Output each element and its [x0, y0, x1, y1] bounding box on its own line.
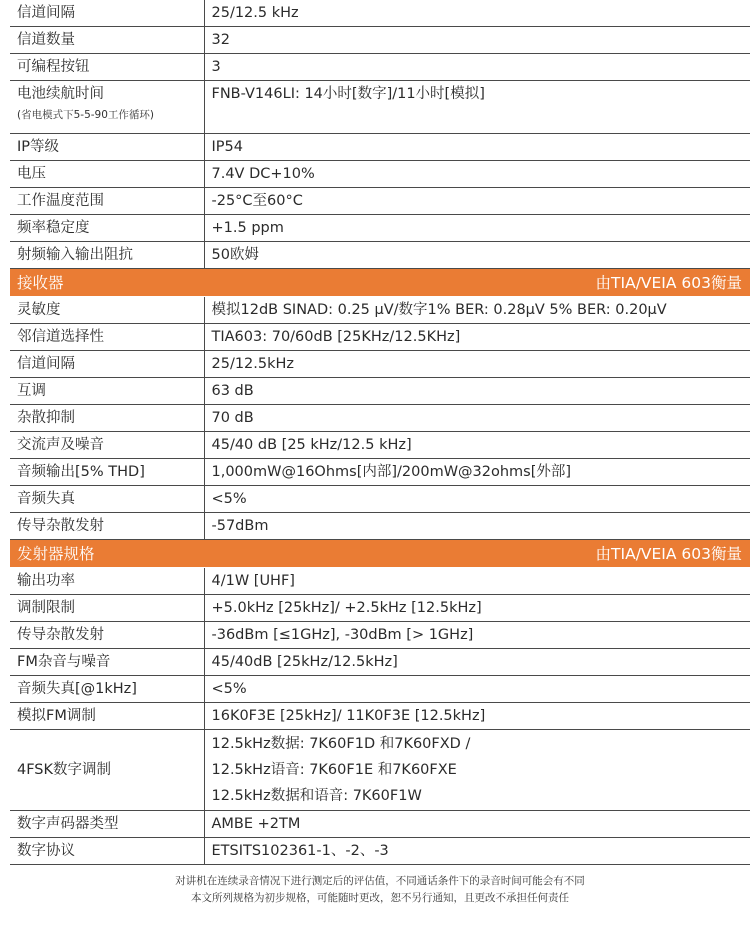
spec-value: 1,000mW@16Ohms[内部]/200mW@32ohms[外部]: [204, 459, 750, 486]
spec-row: [10, 0, 750, 27]
spec-row: [10, 378, 750, 405]
spec-label: 音频输出[5% THD]: [10, 459, 204, 486]
spec-value: 4/1W [UHF]: [204, 568, 750, 595]
spec-value: 25/12.5 kHz: [204, 0, 750, 27]
spec-value: TIA603: 70/60dB [25KHz/12.5KHz]: [204, 324, 750, 351]
transmitter-section-header: [10, 540, 750, 568]
spec-value: AMBE +2TM: [204, 811, 750, 838]
spec-row: [10, 134, 750, 161]
spec-label: 调制限制: [10, 595, 204, 622]
spec-label: 频率稳定度: [10, 215, 204, 242]
spec-value: ETSITS102361-1、-2、-3: [204, 838, 750, 865]
spec-value: IP54: [204, 134, 750, 161]
spec-label: IP等级: [10, 134, 204, 161]
spec-value: FNB-V146LI: 14小时[数字]/11小时[模拟]: [204, 81, 750, 134]
spec-row: [10, 459, 750, 486]
spec-value: 7.4V DC+10%: [204, 161, 750, 188]
fsk-line: 12.5kHz语音: 7K60F1E 和7K60FXE: [211, 762, 457, 778]
spec-label: 信道间隔: [10, 0, 204, 27]
spec-value: 70 dB: [204, 405, 750, 432]
spec-row: [10, 27, 750, 54]
spec-value: +1.5 ppm: [204, 215, 750, 242]
section-title: 发射器规格: [17, 544, 95, 563]
spec-label: 可编程按钮: [10, 54, 204, 81]
spec-label: FM杂音与噪音: [10, 649, 204, 676]
spec-sheet: [10, 0, 750, 907]
spec-row: [10, 568, 750, 595]
spec-value-multiline: [204, 730, 750, 811]
spec-value: +5.0kHz [25kHz]/ +2.5kHz [12.5kHz]: [204, 595, 750, 622]
spec-row: [10, 324, 750, 351]
spec-label: 数字声码器类型: [10, 811, 204, 838]
spec-value: -57dBm: [204, 513, 750, 540]
section-standard: 由TIA/VEIA 603衡量: [595, 544, 742, 563]
spec-label: 交流声及噪音: [10, 432, 204, 459]
spec-label: 输出功率: [10, 568, 204, 595]
spec-value: <5%: [204, 676, 750, 703]
spec-row: [10, 622, 750, 649]
spec-label: 互调: [10, 378, 204, 405]
spec-label: 电池续航时间: [17, 86, 104, 102]
section-title: 接收器: [17, 273, 64, 292]
spec-value: 50欧姆: [204, 242, 750, 269]
spec-label: 杂散抑制: [10, 405, 204, 432]
spec-row: [10, 405, 750, 432]
spec-row-4fsk: [10, 730, 750, 811]
spec-label: 4FSK数字调制: [10, 730, 204, 811]
spec-row: [10, 161, 750, 188]
spec-row: [10, 297, 750, 324]
spec-row: [10, 676, 750, 703]
spec-value: 45/40dB [25kHz/12.5kHz]: [204, 649, 750, 676]
spec-value: 16K0F3E [25kHz]/ 11K0F3E [12.5kHz]: [204, 703, 750, 730]
spec-value: 63 dB: [204, 378, 750, 405]
spec-label: 数字协议: [10, 838, 204, 865]
spec-row: [10, 188, 750, 215]
spec-label: 传导杂散发射: [10, 513, 204, 540]
spec-label: 射频输入输出阻抗: [10, 242, 204, 269]
spec-row: [10, 811, 750, 838]
spec-value: -25°C至60°C: [204, 188, 750, 215]
battery-note: (省电模式下5-5-90工作循环): [17, 109, 154, 121]
spec-row: [10, 432, 750, 459]
section-standard: 由TIA/VEIA 603衡量: [595, 273, 742, 292]
spec-label: 电压: [10, 161, 204, 188]
spec-row: [10, 242, 750, 269]
footnote-line: 本文所列规格为初步规格，可能随时更改，恕不另行通知，且更改不承担任何责任: [191, 892, 569, 904]
spec-value: 3: [204, 54, 750, 81]
spec-row: [10, 486, 750, 513]
spec-label: 模拟FM调制: [10, 703, 204, 730]
spec-value: 模拟12dB SINAD: 0.25 μV/数字1% BER: 0.28μV 5% BER: 0.20μV: [204, 297, 750, 324]
spec-row: [10, 649, 750, 676]
spec-table: [10, 0, 750, 865]
fsk-line: 12.5kHz数据和语音: 7K60F1W: [211, 788, 422, 804]
spec-label: 邻信道选择性: [10, 324, 204, 351]
footnote-line: 对讲机在连续录音情况下进行测定后的评估值，不同通话条件下的录音时间可能会有不同: [175, 875, 585, 887]
spec-label: 信道数量: [10, 27, 204, 54]
spec-value: -36dBm [≤1GHz], -30dBm [> 1GHz]: [204, 622, 750, 649]
spec-label: 工作温度范围: [10, 188, 204, 215]
spec-value: <5%: [204, 486, 750, 513]
spec-row: [10, 703, 750, 730]
spec-label: 音频失真: [10, 486, 204, 513]
spec-row: [10, 54, 750, 81]
spec-value: 25/12.5kHz: [204, 351, 750, 378]
spec-label: 灵敏度: [10, 297, 204, 324]
spec-row: [10, 513, 750, 540]
spec-label: 音频失真[@1kHz]: [10, 676, 204, 703]
spec-row: [10, 215, 750, 242]
spec-label: 信道间隔: [10, 351, 204, 378]
spec-row: [10, 595, 750, 622]
receiver-section-header: [10, 269, 750, 297]
footnote: [10, 873, 750, 907]
fsk-line: 12.5kHz数据: 7K60F1D 和7K60FXD /: [211, 736, 471, 752]
spec-row-battery: [10, 81, 750, 134]
spec-row: [10, 838, 750, 865]
spec-label: 传导杂散发射: [10, 622, 204, 649]
spec-row: [10, 351, 750, 378]
spec-value: 45/40 dB [25 kHz/12.5 kHz]: [204, 432, 750, 459]
battery-label-cell: [10, 81, 204, 134]
spec-value: 32: [204, 27, 750, 54]
